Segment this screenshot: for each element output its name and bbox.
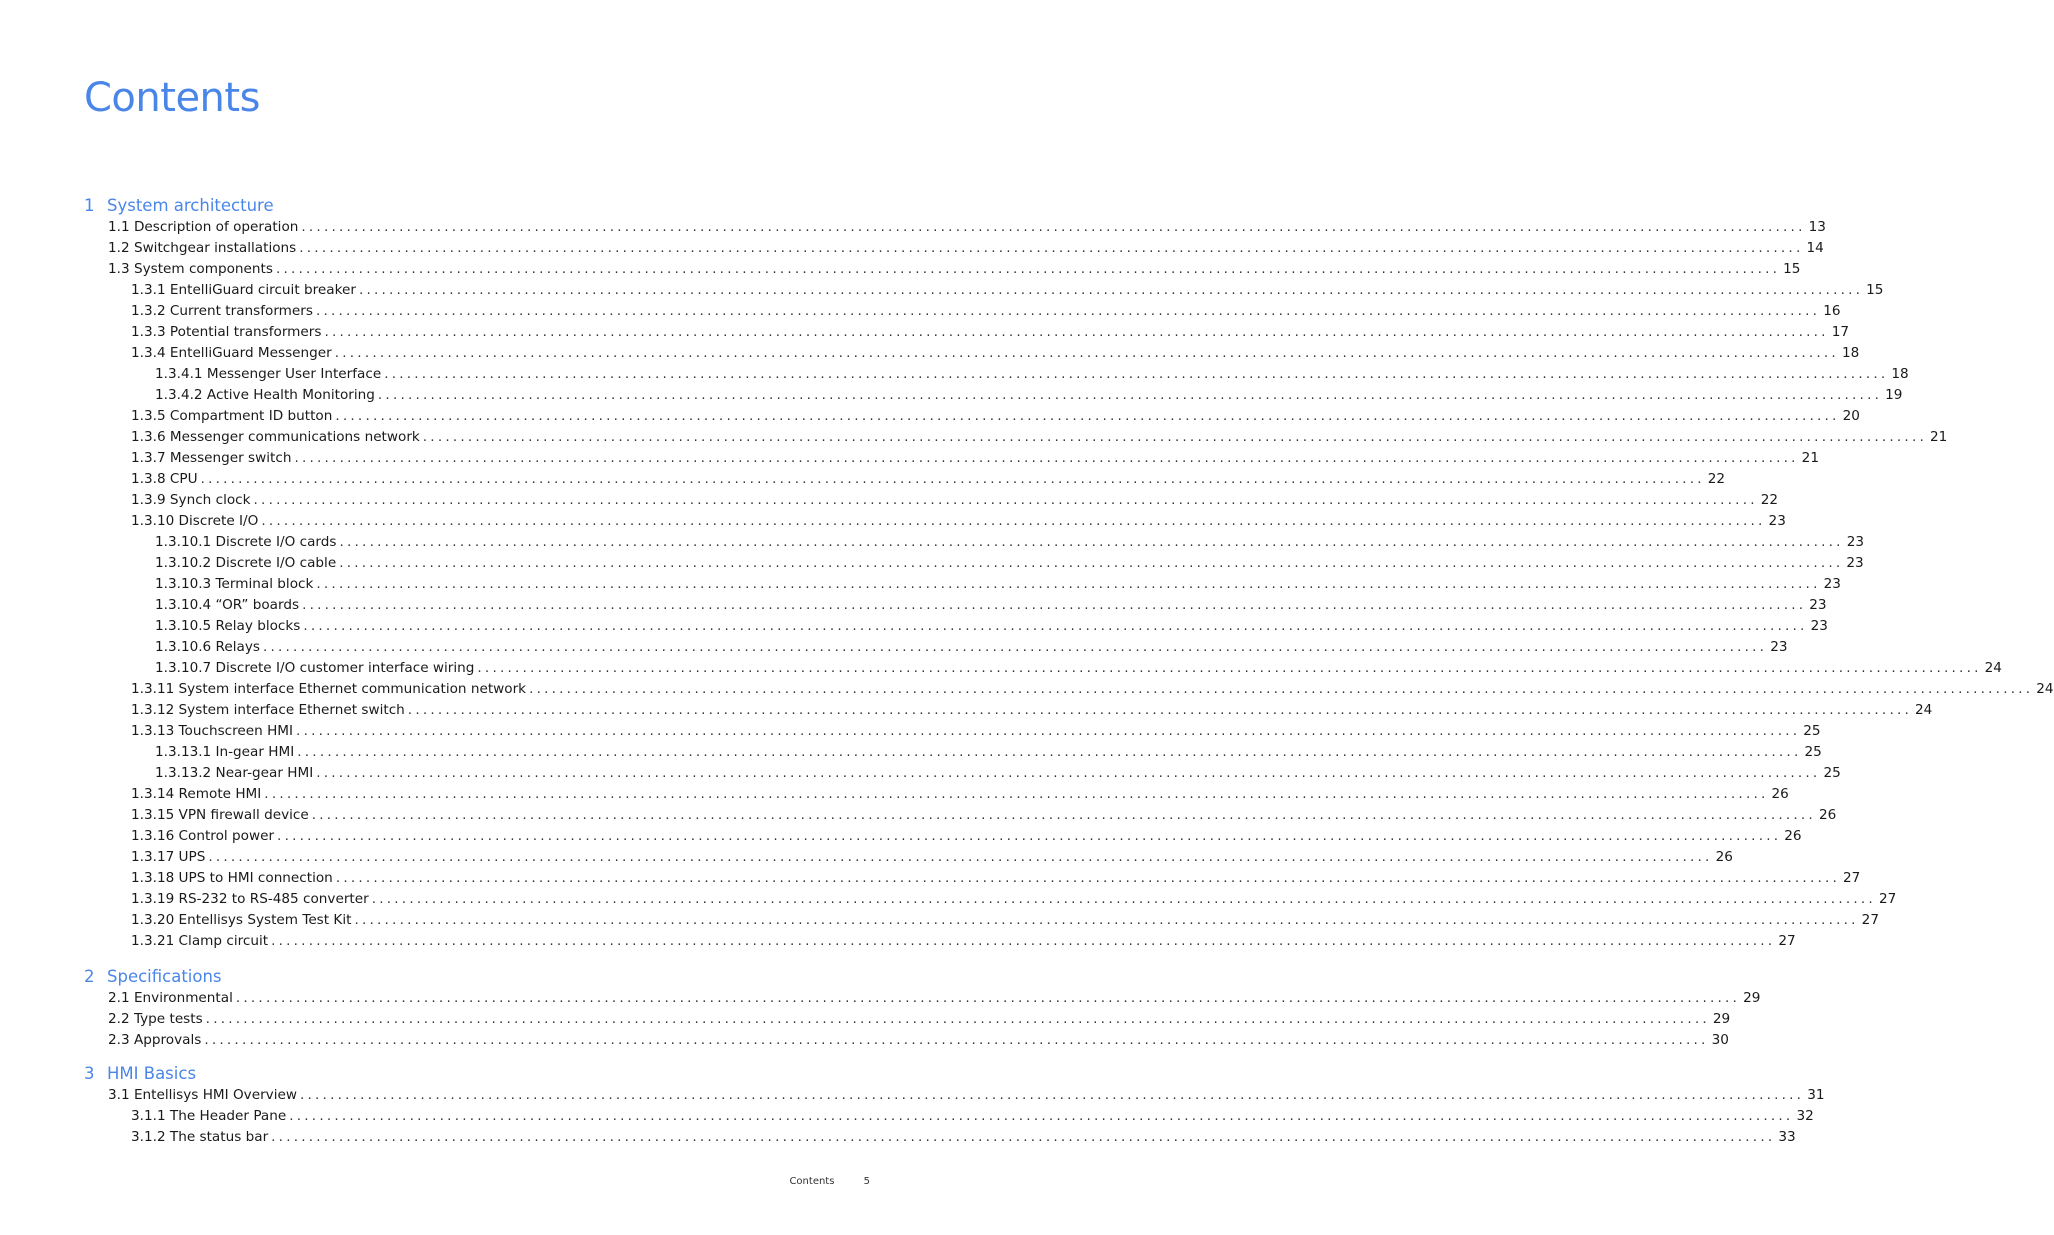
toc-entry[interactable] — [108, 1085, 1825, 1106]
toc-entry-page: 15 — [1783, 261, 1801, 277]
toc-entry-label: 1.3.5 Compartment ID button — [131, 408, 333, 424]
toc-entry[interactable] — [155, 553, 1864, 574]
dot-leader: ........................................................................................................................................................................................................ — [271, 1129, 1776, 1145]
toc-entry-label: 1.3.18 UPS to HMI connection — [131, 870, 333, 886]
toc-entry-page: 27 — [1778, 933, 1796, 949]
dot-leader: ........................................................................................................................................................................................................ — [303, 618, 1808, 634]
toc-entry-page: 23 — [1768, 513, 1786, 529]
dot-leader: ........................................................................................................................................................................................................ — [271, 933, 1776, 949]
toc-entry-label: 1.3.9 Synch clock — [131, 492, 251, 508]
toc-entry[interactable] — [108, 259, 1801, 280]
dot-leader: ........................................................................................................................................................................................................ — [422, 429, 1927, 445]
dot-leader: ........................................................................................................................................................................................................ — [253, 492, 1758, 508]
toc-entry-page: 19 — [1885, 387, 1903, 403]
dot-leader: ........................................................................................................................................................................................................ — [294, 450, 1799, 466]
toc-entry[interactable] — [131, 889, 1897, 910]
dot-leader: ........................................................................................................................................................................................................ — [299, 240, 1804, 256]
chapter-heading[interactable] — [84, 965, 870, 989]
dot-leader: ........................................................................................................................................................................................................ — [358, 282, 1864, 298]
dot-leader: ........................................................................................................................................................................................................ — [384, 366, 1889, 382]
toc-entry[interactable] — [131, 868, 1861, 889]
toc-entry-page: 26 — [1771, 786, 1789, 802]
toc-entry-label: 1.3.12 System interface Ethernet switch — [131, 702, 405, 718]
dot-leader: ........................................................................................................................................................................................................ — [205, 1011, 1710, 1027]
toc-entry[interactable] — [108, 988, 1761, 1009]
toc-entry-page: 20 — [1842, 408, 1860, 424]
toc-entry-label: 2.1 Environmental — [108, 990, 233, 1006]
chapter-heading[interactable] — [84, 194, 870, 218]
toc-entry[interactable] — [155, 637, 1788, 658]
toc-entry-page: 15 — [1866, 282, 1884, 298]
chapter-title: System architecture — [107, 196, 274, 215]
toc-entry[interactable] — [131, 700, 1933, 721]
toc-entry-label: 3.1.1 The Header Pane — [131, 1108, 287, 1124]
toc-entry-label: 2.3 Approvals — [108, 1032, 202, 1048]
dot-leader: ........................................................................................................................................................................................................ — [264, 786, 1769, 802]
toc-entry-label: 1.3.8 CPU — [131, 471, 198, 487]
dot-leader: ........................................................................................................................................................................................................ — [316, 576, 1821, 592]
toc-entry-label: 1.3.19 RS-232 to RS-485 converter — [131, 891, 369, 907]
dot-leader: ........................................................................................................................................................................................................ — [529, 681, 2034, 697]
toc-entry[interactable] — [131, 805, 1837, 826]
toc-entry-page: 30 — [1711, 1032, 1729, 1048]
dot-leader: ........................................................................................................................................................................................................ — [289, 1108, 1794, 1124]
toc-entry-label: 1.3.16 Control power — [131, 828, 275, 844]
toc-entry-label: 1.3.15 VPN firewall device — [131, 807, 309, 823]
toc-entry[interactable] — [108, 1009, 1731, 1030]
toc-entry[interactable] — [131, 511, 1786, 532]
toc-entry-label: 1.3.10.6 Relays — [155, 639, 260, 655]
toc-entry-page: 23 — [1846, 534, 1865, 550]
toc-entry[interactable] — [131, 784, 1789, 805]
chapter-title: HMI Basics — [107, 1064, 197, 1083]
dot-leader: ........................................................................................................................................................................................................ — [297, 744, 1802, 760]
toc-entry-label: 1.3.13.1 In-gear HMI — [155, 744, 295, 760]
toc-entry-label: 1.3.1 EntelliGuard circuit breaker — [131, 282, 356, 298]
toc-entry-label: 1.3 System components — [108, 261, 273, 277]
toc-entry[interactable] — [108, 1030, 1729, 1051]
dot-leader: ........................................................................................................................................................................................................ — [301, 219, 1806, 235]
toc-entry[interactable] — [155, 595, 1827, 616]
toc-entry-label: 3.1.2 The status bar — [131, 1129, 269, 1145]
toc-entry-page: 26 — [1818, 807, 1837, 823]
toc-entry-label: 1.3.13 Touchscreen HMI — [131, 723, 294, 739]
dot-leader: ........................................................................................................................................................................................................ — [262, 639, 1768, 655]
toc-entry[interactable] — [155, 532, 1865, 553]
toc-entry-page: 16 — [1823, 303, 1841, 319]
toc-entry[interactable] — [131, 427, 1948, 448]
dot-leader: ........................................................................................................................................................................................................ — [316, 765, 1821, 781]
toc-entry[interactable] — [131, 931, 1796, 952]
dot-leader: ........................................................................................................................................................................................................ — [277, 828, 1782, 844]
toc-entry-label: 1.1 Description of operation — [108, 219, 299, 235]
toc-entry-label: 1.3.20 Entellisys System Test Kit — [131, 912, 352, 928]
toc-entry-label: 1.3.4.1 Messenger User Interface — [155, 366, 382, 382]
dot-leader: ........................................................................................................................................................................................................ — [335, 870, 1841, 886]
toc-entry[interactable] — [155, 364, 1909, 385]
toc-entry-page: 17 — [1831, 324, 1849, 340]
toc-entry-page: 23 — [1846, 555, 1864, 571]
toc-entry-page: 31 — [1807, 1087, 1825, 1103]
toc-entry[interactable] — [108, 217, 1826, 238]
toc-entry-page: 33 — [1778, 1129, 1796, 1145]
chapter-heading[interactable] — [84, 1062, 870, 1086]
toc-entry[interactable] — [131, 343, 1860, 364]
toc-entry[interactable] — [155, 385, 1903, 406]
footer-page-number: 5 — [863, 1176, 870, 1187]
toc-entry-page: 18 — [1891, 366, 1909, 382]
dot-leader: ........................................................................................................................................................................................................ — [235, 990, 1741, 1006]
toc-entry-label: 1.3.6 Messenger communications network — [131, 429, 420, 445]
toc-entry[interactable] — [131, 490, 1779, 511]
dot-leader: ........................................................................................................................................................................................................ — [208, 849, 1713, 865]
toc-entry[interactable] — [131, 406, 1860, 427]
dot-leader: ........................................................................................................................................................................................................ — [296, 723, 1801, 739]
toc-entry-page: 25 — [1823, 765, 1841, 781]
toc-entry-page: 32 — [1796, 1108, 1814, 1124]
toc-entry-label: 2.2 Type tests — [108, 1011, 203, 1027]
toc-entry-page: 13 — [1808, 219, 1826, 235]
page-title: Contents — [84, 75, 260, 121]
dot-leader: ........................................................................................................................................................................................................ — [407, 702, 1913, 718]
dot-leader: ........................................................................................................................................................................................................ — [354, 912, 1859, 928]
toc-entry-label: 1.3.10.3 Terminal block — [155, 576, 314, 592]
toc-entry-label: 1.3.4 EntelliGuard Messenger — [131, 345, 332, 361]
toc-entry-label: 1.3.10 Discrete I/O — [131, 513, 259, 529]
toc-entry-page: 27 — [1861, 912, 1879, 928]
toc-entry-page: 27 — [1843, 870, 1861, 886]
toc-entry-page: 23 — [1810, 618, 1828, 634]
toc-entry-page: 25 — [1803, 723, 1821, 739]
dot-leader: ........................................................................................................................................................................................................ — [377, 387, 1883, 403]
dot-leader: ........................................................................................................................................................................................................ — [339, 555, 1844, 571]
footer-section-label: Contents — [789, 1176, 835, 1187]
toc-entry-label: 1.3.14 Remote HMI — [131, 786, 262, 802]
dot-leader: ........................................................................................................................................................................................................ — [299, 1087, 1805, 1103]
toc-entry-page: 24 — [1915, 702, 1933, 718]
toc-entry[interactable] — [131, 301, 1841, 322]
toc-entry[interactable] — [131, 910, 1879, 931]
toc-entry[interactable] — [131, 322, 1849, 343]
toc-entry-label: 1.3.10.1 Discrete I/O cards — [155, 534, 337, 550]
toc-entry-label: 1.3.3 Potential transformers — [131, 324, 322, 340]
chapter-number: 1 — [84, 196, 95, 215]
toc-entry-label: 1.3.10.5 Relay blocks — [155, 618, 301, 634]
toc-entry-page: 26 — [1784, 828, 1802, 844]
toc-entry[interactable] — [155, 616, 1828, 637]
dot-leader: ........................................................................................................................................................................................................ — [339, 534, 1844, 550]
dot-leader: ........................................................................................................................................................................................................ — [302, 597, 1807, 613]
toc-entry-page: 23 — [1770, 639, 1788, 655]
chapter-number: 2 — [84, 967, 95, 986]
toc-entry-page: 23 — [1823, 576, 1841, 592]
toc-entry-page: 26 — [1715, 849, 1733, 865]
toc-entry[interactable] — [131, 721, 1821, 742]
toc-entry[interactable] — [155, 763, 1841, 784]
dot-leader: ........................................................................................................................................................................................................ — [275, 261, 1781, 277]
toc-entry-page: 21 — [1801, 450, 1819, 466]
toc-entry-page: 29 — [1712, 1011, 1731, 1027]
toc-entry[interactable] — [131, 679, 2054, 700]
toc-entry-label: 1.3.21 Clamp circuit — [131, 933, 269, 949]
toc-entry[interactable] — [155, 658, 2002, 679]
toc-entry-page: 22 — [1707, 471, 1726, 487]
toc-entry-label: 1.3.10.7 Discrete I/O customer interface wiring — [155, 660, 475, 676]
dot-leader: ........................................................................................................................................................................................................ — [311, 807, 1816, 823]
toc-entry-page: 25 — [1804, 744, 1822, 760]
dot-leader: ........................................................................................................................................................................................................ — [200, 471, 1705, 487]
toc-entry-page: 21 — [1930, 429, 1948, 445]
toc-entry-label: 1.3.2 Current transformers — [131, 303, 313, 319]
chapter-number: 3 — [84, 1064, 95, 1083]
toc-entry[interactable] — [131, 280, 1884, 301]
toc-entry[interactable] — [131, 469, 1726, 490]
toc-entry-label: 1.3.10.2 Discrete I/O cable — [155, 555, 337, 571]
toc-entry-page: 29 — [1743, 990, 1761, 1006]
toc-entry-label: 1.3.10.4 “OR” boards — [155, 597, 300, 613]
chapter-title: Specifications — [107, 967, 222, 986]
dot-leader: ........................................................................................................................................................................................................ — [477, 660, 1982, 676]
toc-entry-label: 1.3.11 System interface Ethernet communication network — [131, 681, 527, 697]
toc-entry-label: 3.1 Entellisys HMI Overview — [108, 1087, 297, 1103]
dot-leader: ........................................................................................................................................................................................................ — [335, 408, 1840, 424]
page-footer — [700, 1174, 870, 1190]
toc-entry-label: 1.2 Switchgear installations — [108, 240, 297, 256]
dot-leader: ........................................................................................................................................................................................................ — [371, 891, 1876, 907]
toc-entry-label: 1.3.17 UPS — [131, 849, 206, 865]
toc-entry-page: 14 — [1806, 240, 1824, 256]
toc-entry-page: 27 — [1878, 891, 1897, 907]
toc-entry[interactable] — [131, 448, 1819, 469]
dot-leader: ........................................................................................................................................................................................................ — [204, 1032, 1709, 1048]
toc-entry-page: 24 — [2036, 681, 2054, 697]
toc-entry[interactable] — [131, 826, 1802, 847]
toc-entry[interactable] — [155, 742, 1822, 763]
toc-entry[interactable] — [131, 847, 1733, 868]
toc-entry-label: 1.3.13.2 Near-gear HMI — [155, 765, 314, 781]
toc-entry-page: 22 — [1760, 492, 1779, 508]
toc-entry-label: 1.3.4.2 Active Health Monitoring — [155, 387, 375, 403]
toc-entry-page: 24 — [1984, 660, 2002, 676]
toc-entry[interactable] — [108, 238, 1824, 259]
dot-leader: ........................................................................................................................................................................................................ — [315, 303, 1821, 319]
toc-entry[interactable] — [131, 1127, 1796, 1148]
dot-leader: ........................................................................................................................................................................................................ — [261, 513, 1766, 529]
toc-entry-label: 1.3.7 Messenger switch — [131, 450, 292, 466]
toc-entry-page: 23 — [1809, 597, 1827, 613]
dot-leader: ........................................................................................................................................................................................................ — [334, 345, 1839, 361]
toc-entry[interactable] — [155, 574, 1841, 595]
toc-entry[interactable] — [131, 1106, 1814, 1127]
dot-leader: ........................................................................................................................................................................................................ — [324, 324, 1829, 340]
toc-entry-page: 18 — [1841, 345, 1860, 361]
